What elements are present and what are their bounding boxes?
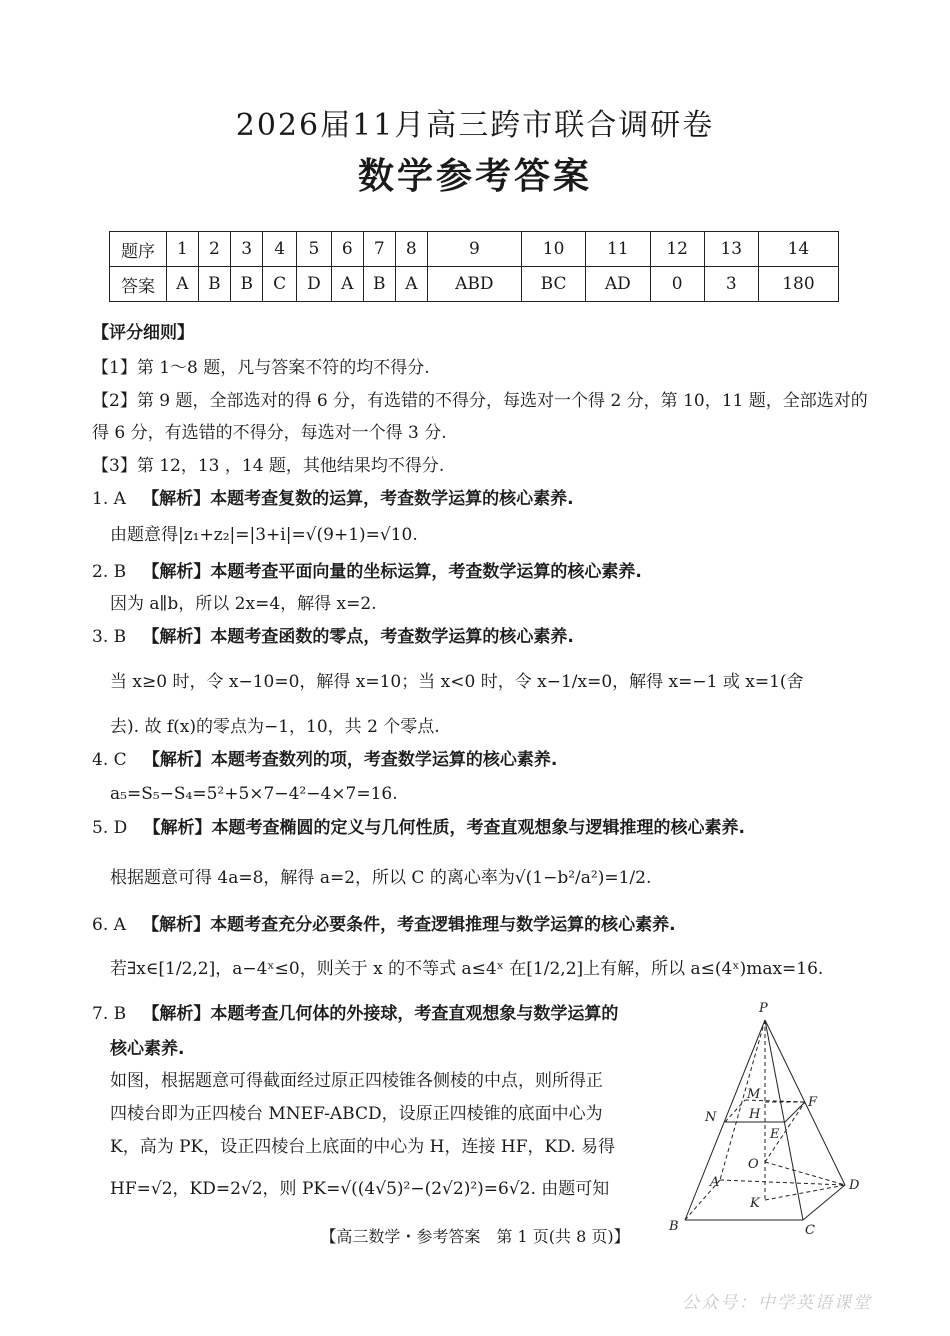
solution-7-para-4: HF=√2，KD=2√2，则 PK=√((4√5)²−(2√2)²)=6√2. 由题可知 (110, 1179, 610, 1199)
question-number: 14 (758, 232, 838, 267)
label-M: M (747, 1087, 761, 1102)
frustum-figure (665, 1000, 865, 1240)
answer-cell: B (231, 267, 263, 302)
solution-3-body-2: 去). 故 f(x)的零点为−1，10，共 2 个零点. (110, 717, 440, 737)
header-label: 题序 (110, 232, 167, 267)
label-D: D (849, 1178, 860, 1193)
title-line-2: 数学参考答案 (357, 155, 592, 197)
solution-description: 本题考查充分必要条件，考查逻辑推理与数学运算的核心素养. (210, 915, 676, 935)
question-number: 6 (331, 232, 363, 267)
answer-cell: ABD (427, 267, 521, 302)
solution-5-header (92, 817, 745, 839)
scoring-rule-2b: 得 6 分，有选错的不得分，每选对一个得 3 分. (92, 423, 447, 443)
question-number: 5 (296, 232, 331, 267)
segment-OD (765, 1162, 845, 1185)
solution-label: 7. B (92, 1004, 127, 1024)
solution-4-body: a₅=S₅−S₄=5²+5×7−4²−4×7=16. (110, 784, 398, 804)
label-A: A (710, 1175, 720, 1190)
solution-3-body-1: 当 x≥0 时，令 x−10=0，解得 x=10；当 x<0 时，令 x−1/x=0，解得 x=−1 或 x=1(舍 (110, 672, 804, 692)
answer-cell: 0 (650, 267, 704, 302)
answer-cell: A (331, 267, 363, 302)
solution-7-para-3: K，高为 PK，设正四棱台上底面的中心为 H，连接 HF，KD. 易得 (110, 1137, 616, 1157)
question-number: 7 (363, 232, 395, 267)
label-K: K (750, 1196, 760, 1211)
solution-5-body: 根据题意可得 4a=8，解得 a=2，所以 C 的离心率为√(1−b²/a²)=1/2. (110, 868, 652, 888)
solution-2-header (92, 561, 642, 583)
solution-1-header (92, 488, 574, 510)
analysis-tag: 【解析】 (143, 818, 212, 838)
solution-label: 1. A (92, 489, 126, 509)
question-number: 4 (263, 232, 297, 267)
solution-label: 5. D (92, 818, 128, 838)
answer-cell: 180 (758, 267, 838, 302)
analysis-tag: 【解析】 (142, 915, 211, 935)
solution-4-header (92, 749, 557, 771)
solution-7-header (92, 1003, 618, 1025)
solution-2-body: 因为 a∥b，所以 2x=4，解得 x=2. (110, 594, 377, 614)
question-number: 9 (427, 232, 521, 267)
analysis-tag: 【解析】 (142, 627, 211, 647)
label-N: N (705, 1110, 717, 1125)
solution-3-header (92, 626, 574, 648)
answer-cell: B (363, 267, 395, 302)
solution-description: 本题考查复数的运算，考查数学运算的核心素养. (210, 489, 574, 509)
question-number: 1 (167, 232, 199, 267)
answer-cell: 3 (704, 267, 758, 302)
answer-cell: D (296, 267, 331, 302)
edge-EF (785, 1102, 805, 1122)
question-number: 8 (395, 232, 427, 267)
solution-description: 本题考查几何体的外接球，考查直观想象与数学运算的 (210, 1004, 619, 1024)
scoring-heading: 【评分细则】 (92, 323, 194, 343)
solution-label: 6. A (92, 915, 126, 935)
question-number: 2 (198, 232, 230, 267)
analysis-tag: 【解析】 (142, 1004, 211, 1024)
solution-description: 本题考查数列的项，考查数学运算的核心素养. (210, 750, 558, 770)
analysis-tag: 【解析】 (142, 489, 211, 509)
answer-table (109, 231, 839, 302)
question-number: 10 (521, 232, 585, 267)
segment-KD (765, 1185, 845, 1200)
title-line-1: 2026届11月高三跨市联合调研卷 (235, 108, 715, 143)
label-P: P (759, 1001, 768, 1016)
answer-cell: B (198, 267, 230, 302)
label-O: O (748, 1157, 759, 1172)
question-number: 3 (231, 232, 263, 267)
label-E: E (770, 1127, 780, 1142)
label-B: B (669, 1219, 679, 1234)
scoring-rule-1: 【1】第 1～8 题，凡与答案不符的均不得分. (92, 358, 430, 378)
scoring-rule-3: 【3】第 12，13 ，14 题，其他结果均不得分. (92, 456, 445, 476)
answer-cell: AD (586, 267, 650, 302)
solution-label: 4. C (92, 750, 127, 770)
analysis-tag: 【解析】 (142, 562, 211, 582)
solution-description: 本题考查椭圆的定义与几何性质，考查直观想象与逻辑推理的核心素养. (211, 818, 745, 838)
scoring-rule-2a: 【2】第 9 题，全部选对的得 6 分，有选错的不得分，每选对一个得 2 分，第 10，11 题，全部选对的 (92, 391, 868, 411)
edge-AD (720, 1180, 845, 1185)
page-footer: 【高三数学・参考答案 第 1 页(共 8 页)】 (320, 1227, 630, 1246)
question-number: 12 (650, 232, 704, 267)
solution-label: 2. B (92, 562, 127, 582)
label-F: F (808, 1095, 818, 1110)
answer-table-header-row (110, 232, 839, 267)
answer-cell: A (167, 267, 199, 302)
question-number: 11 (586, 232, 650, 267)
solution-7-para-2: 四棱台即为正四棱台 MNEF-ABCD，设原正四棱锥的底面中心为 (110, 1104, 603, 1124)
label-C: C (805, 1223, 815, 1238)
answer-cell: A (395, 267, 427, 302)
analysis-tag: 【解析】 (142, 750, 211, 770)
solution-6-body: 若∃x∈[1/2,2]，a−4ˣ≤0，则关于 x 的不等式 a≤4ˣ 在[1/2,2]上有解，所以 a≤(4ˣ)max=16. (110, 959, 824, 979)
solution-6-header (92, 914, 676, 936)
solution-7-header-cont: 核心素养. (110, 1039, 185, 1059)
answer-cell: BC (521, 267, 585, 302)
edge-CD (803, 1185, 845, 1220)
question-number: 13 (704, 232, 758, 267)
solution-description: 本题考查平面向量的坐标运算，考查数学运算的核心素养. (210, 562, 642, 582)
answer-label: 答案 (110, 267, 167, 302)
answer-table-answer-row (110, 267, 839, 302)
watermark: 公众号：中学英语课堂 (682, 1293, 872, 1313)
solution-description: 本题考查函数的零点，考查数学运算的核心素养. (210, 627, 574, 647)
label-H: H (749, 1107, 761, 1122)
solution-7-para-1: 如图，根据题意可得截面经过原正四棱锥各侧棱的中点，则所得正 (110, 1071, 603, 1091)
solution-label: 3. B (92, 627, 127, 647)
edge-PC (765, 1020, 803, 1220)
answer-cell: C (263, 267, 297, 302)
solution-1-body: 由题意得|z₁+z₂|=|3+i|=√(9+1)=√10. (110, 525, 418, 545)
